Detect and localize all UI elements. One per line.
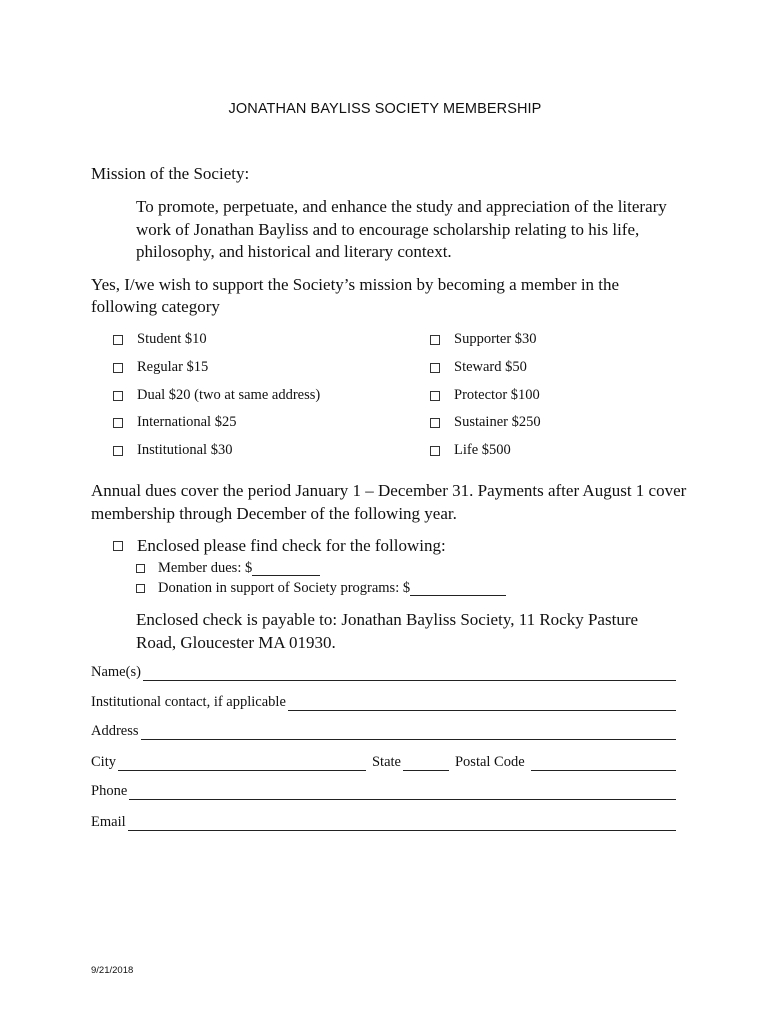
donation-label: Donation in support of Society programs: $ — [158, 580, 411, 596]
email-row — [91, 814, 676, 831]
enclosed-label: Enclosed please find check for the following: — [137, 536, 446, 555]
city-label: City — [91, 754, 116, 770]
institutional-contact-row — [91, 694, 676, 711]
payable-text: Enclosed check is payable to: Jonathan Bayliss Society, 11 Rocky Pasture Road, Gloucester MA 01930. — [136, 610, 639, 652]
address-field[interactable] — [141, 726, 676, 740]
donation-option[interactable] — [136, 580, 506, 597]
category-regular[interactable] — [113, 359, 208, 376]
checkbox-icon[interactable] — [113, 335, 123, 345]
category-label: Protector $100 — [454, 387, 540, 403]
enclosed-check-option[interactable] — [113, 536, 446, 556]
names-label: Name(s) — [91, 664, 141, 680]
phone-row — [91, 783, 676, 800]
city-state-postal-row — [91, 754, 676, 771]
category-label: Student $10 — [137, 331, 207, 347]
category-label: Institutional $30 — [137, 442, 233, 458]
state-label: State — [371, 754, 401, 770]
category-protector[interactable] — [430, 387, 540, 404]
address-label: Address — [91, 723, 139, 739]
checkbox-icon[interactable] — [430, 418, 440, 428]
names-field[interactable] — [143, 667, 676, 681]
category-sustainer[interactable] — [430, 414, 541, 431]
checkbox-icon[interactable] — [430, 446, 440, 456]
city-field[interactable] — [118, 757, 366, 771]
support-text: Yes, I/we wish to support the Society’s mission by becoming a member in the following category — [91, 275, 620, 316]
category-label: Steward $50 — [454, 359, 527, 375]
category-label: Sustainer $250 — [454, 414, 541, 430]
category-label: International $25 — [137, 414, 237, 430]
category-steward[interactable] — [430, 359, 527, 376]
category-label: Dual $20 (two at same address) — [137, 387, 321, 403]
checkbox-icon[interactable] — [430, 391, 440, 401]
mission-text: To promote, perpetuate, and enhance the study and appreciation of the literary work of Jonathan Bayliss and to encourage scholarship relating to his life, philosophy, and historical and literary context. — [136, 197, 667, 261]
checkbox-icon[interactable] — [430, 363, 440, 373]
institutional-contact-field[interactable] — [288, 697, 676, 711]
category-label: Supporter $30 — [454, 331, 537, 347]
category-dual[interactable] — [113, 387, 320, 404]
institutional-contact-label: Institutional contact, if applicable — [91, 694, 286, 710]
postal-code-label: Postal Code — [454, 754, 525, 770]
page-title: JONATHAN BAYLISS SOCIETY MEMBERSHIP — [228, 101, 542, 117]
member-dues-amount-field[interactable] — [252, 562, 320, 576]
checkbox-icon[interactable] — [430, 335, 440, 345]
checkbox-icon[interactable] — [113, 418, 123, 428]
checkbox-icon[interactable] — [113, 541, 123, 551]
checkbox-icon[interactable] — [136, 564, 145, 573]
donation-amount-field[interactable] — [410, 582, 506, 596]
member-dues-label: Member dues: $ — [158, 560, 253, 576]
address-row — [91, 723, 676, 740]
category-institutional[interactable] — [113, 442, 232, 459]
names-row — [91, 664, 676, 681]
mission-heading: Mission of the Society: — [91, 164, 250, 183]
checkbox-icon[interactable] — [113, 363, 123, 373]
category-international[interactable] — [113, 414, 236, 431]
category-life[interactable] — [430, 442, 511, 459]
email-label: Email — [91, 814, 126, 830]
checkbox-icon[interactable] — [113, 446, 123, 456]
phone-field[interactable] — [129, 786, 676, 800]
member-dues-option[interactable] — [136, 560, 320, 577]
email-field[interactable] — [128, 817, 676, 831]
category-label: Life $500 — [454, 442, 511, 458]
category-label: Regular $15 — [137, 359, 209, 375]
dues-text: Annual dues cover the period January 1 – December 31. Payments after August 1 cover membership through December of the following year. — [91, 481, 687, 523]
phone-label: Phone — [91, 783, 128, 799]
postal-code-field[interactable] — [531, 757, 676, 771]
footer-date: 9/21/2018 — [91, 965, 134, 976]
state-field[interactable] — [403, 757, 449, 771]
category-supporter[interactable] — [430, 331, 537, 348]
category-student[interactable] — [113, 331, 207, 348]
checkbox-icon[interactable] — [113, 391, 123, 401]
checkbox-icon[interactable] — [136, 584, 145, 593]
